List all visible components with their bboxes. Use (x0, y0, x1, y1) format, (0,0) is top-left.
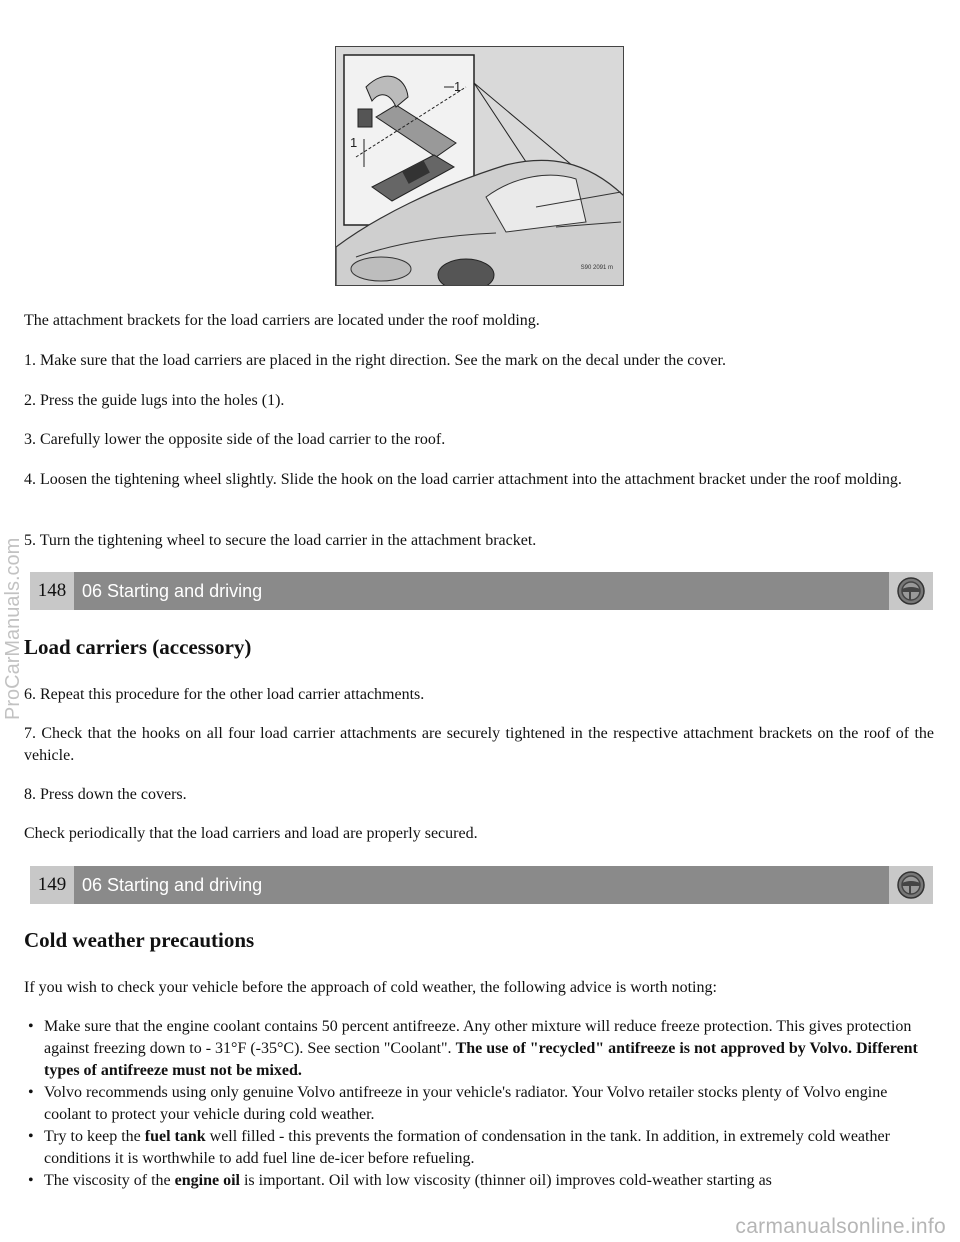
list-item: • Try to keep the fuel tank well filled - this prevents the formation of condensation in the tank. In addition, in extremely cold weather conditions it is worthwhile to add fuel line de-icer before refueling. (28, 1128, 890, 1167)
cold-weather-list (24, 1016, 934, 1192)
page-number: 149 (30, 866, 74, 904)
list-item: • Volvo recommends using only genuine Volvo antifreeze in your vehicle's radiator. Your Volvo retailer stocks plenty of Volvo engine coolant to protect your vehicle during cold weather. (28, 1084, 888, 1123)
steering-wheel-icon (889, 866, 933, 904)
list-item: • Make sure that the engine coolant contains 50 percent antifreeze. Any other mixture will reduce freeze protection. This gives protection against freezing down to - 31°F (-35°C). See section "Coolant". The use of "recycled" antifreeze is not approved by Volvo. Different types of antifreeze must not be mixed. (28, 1018, 918, 1079)
bottom-watermark: carmanualsonline.info (735, 1215, 946, 1238)
callout-1: 1 (454, 79, 462, 94)
page-number: 148 (30, 572, 74, 610)
chapter-title: 06 Starting and driving (82, 875, 263, 895)
figure-code: S90 2091 m (580, 265, 613, 271)
step-8: 8. Press down the covers. (24, 786, 187, 803)
step-3: 3. Carefully lower the opposite side of the load carrier to the roof. (24, 431, 446, 448)
intro-paragraph: The attachment brackets for the load carriers are located under the roof molding. (24, 312, 540, 329)
step-1: 1. Make sure that the load carriers are placed in the right direction. See the mark on the decal under the cover. (24, 352, 726, 369)
chapter-bar (30, 866, 933, 904)
chapter-bar (30, 572, 933, 610)
steering-wheel-icon (889, 572, 933, 610)
step-7: 7. Check that the hooks on all four load carrier attachments are securely tightened in the respective attachment brackets on the roof of the vehicle. (24, 725, 934, 764)
cold-intro-paragraph: If you wish to check your vehicle before the approach of cold weather, the following advice is worth noting: (24, 979, 717, 996)
section-heading: Load carriers (accessory) (24, 635, 252, 659)
list-item: • The viscosity of the engine oil is important. Oil with low viscosity (thinner oil) improves cold-weather starting as (28, 1172, 772, 1189)
load-carrier-illustration (335, 46, 624, 286)
step-4: 4. Loosen the tightening wheel slightly. Slide the hook on the load carrier attachment into the attachment bracket under the roof molding. (24, 471, 902, 488)
callout-1b: 1 (350, 135, 358, 150)
section-heading: Cold weather precautions (24, 928, 255, 952)
side-watermark: ProCarManuals.com (2, 537, 24, 720)
check-paragraph: Check periodically that the load carriers and load are properly secured. (24, 825, 478, 842)
car-roof-drawing (336, 47, 624, 286)
step-2: 2. Press the guide lugs into the holes (1). (24, 392, 285, 409)
chapter-title: 06 Starting and driving (82, 581, 263, 601)
step-6: 6. Repeat this procedure for the other load carrier attachments. (24, 686, 425, 703)
step-5: 5. Turn the tightening wheel to secure the load carrier in the attachment bracket. (24, 532, 537, 549)
